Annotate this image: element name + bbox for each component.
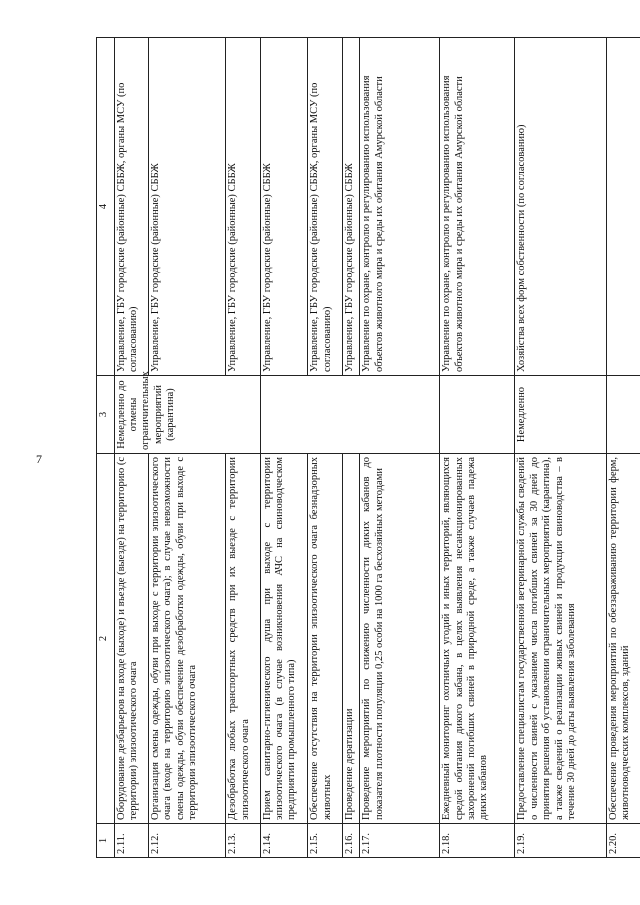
header-col-1: 1: [97, 824, 115, 858]
row-number: 2.17.: [360, 824, 440, 858]
measure-text: Предоставление специалистам государственной ветеринарной службы сведений о численности свиней с указанием числа погибших свиней за 30 дней до принятия решения об установлении ограничительных мероприятий (карантина), а также сведений о реализации живых свиней и продукции свиноводства – в течение 30 дней до даты выявления заболевания: [515, 454, 606, 824]
row-number: 2.11.: [114, 824, 148, 858]
table-row: [260, 38, 308, 858]
executor-text: Управление по охране, контролю и регулированию использования объектов животного мира и среды их обитания Амурской области: [440, 38, 515, 376]
term-cell: [114, 371, 260, 454]
table-row: [515, 38, 606, 858]
table-row: [440, 38, 515, 858]
executor-text: Управление по охране, контролю и регулированию использования объектов животного мира и среды их обитания Амурской области: [360, 38, 440, 376]
table-header-row: [97, 38, 115, 858]
measure-text: Организация смены одежды, обуви при выходе с территории эпизоотического очага (входе на территорию эпизоотического очага); в случае невозможности смены одежды, обуви обеспечение дезобработки одежды, обуви при выходе с территории эпизоотического очага: [148, 454, 226, 824]
executor-text: Управление, ГБУ городские (районные) СББЖ: [148, 38, 226, 376]
rotated-table-wrapper: [96, 38, 640, 858]
executor-text: Управление, ГБУ городские (районные) СББЖ, органы МСУ (по согласованию): [114, 38, 148, 376]
row-number: 2.16.: [342, 824, 360, 858]
term-text: Немедленно: [515, 376, 606, 454]
measure-text: Проведение мероприятий по снижению численности диких кабанов до показателя плотности популяции 0,25 особи на 1000 га бесхозяйных методами: [360, 454, 440, 824]
executor-text: Управление, ГБУ городские (районные) СББЖ, органы МСУ (по согласованию): [308, 38, 342, 376]
row-number: 2.18.: [440, 824, 515, 858]
table-row: [114, 38, 148, 858]
header-col-4: 4: [97, 38, 115, 376]
table-row: [606, 38, 640, 858]
row-number: 2.12.: [148, 824, 226, 858]
measure-text: Дезобработка любых транспортных средств при их выезде с территории эпизоотического очага: [226, 454, 260, 824]
executor-text: [606, 38, 640, 376]
row-number: 2.13.: [226, 824, 260, 858]
executor-text: Хозяйства всех форм собственности (по согласованию): [515, 38, 606, 376]
term-text: Немедленно до отмены ограничительных мероприятий (карантина): [115, 371, 177, 450]
measure-text: Проведение дератизации: [342, 454, 360, 824]
row-number: 2.14.: [260, 824, 308, 858]
measure-text: Обеспечение отсутствия на территории эпизоотического очага безнадзорных животных: [308, 454, 342, 824]
row-number: 2.15.: [308, 824, 342, 858]
row-number: 2.20.: [606, 824, 640, 858]
page-number: 7: [36, 452, 42, 466]
executor-text: Управление, ГБУ городские (районные) СББЖ: [342, 38, 360, 376]
row-number: 2.19.: [515, 824, 606, 858]
measures-table: [96, 37, 640, 858]
measure-text: Обеспечение проведения мероприятий по обеззараживанию территории ферм, животноводческих комплексов, зданий: [606, 454, 640, 824]
measure-text: Оборудование дезбарьеров на входе (выходе) и въезде (выезде) на территорию (с территории) эпизоотического очага: [114, 454, 148, 824]
header-col-2: 2: [97, 454, 115, 824]
measure-text: Прием санитарно-гигиенического душа при выходе с территории эпизоотического очага (в случае возникновения АЧС на свиноводческом предприятии промышленного типа): [260, 454, 308, 824]
measure-text: Ежедневный мониторинг охотничьих угодий и иных территорий, являющихся средой обитания дикого кабана, в целях выявления несанкционированных захоронений погибших свиней в природной среде, а также случаев падежа диких кабанов: [440, 454, 515, 824]
header-col-3: 3: [97, 376, 115, 454]
executor-text: Управление, ГБУ городские (районные) СББЖ: [226, 38, 260, 376]
executor-text: Управление, ГБУ городские (районные) СББЖ: [260, 38, 308, 376]
